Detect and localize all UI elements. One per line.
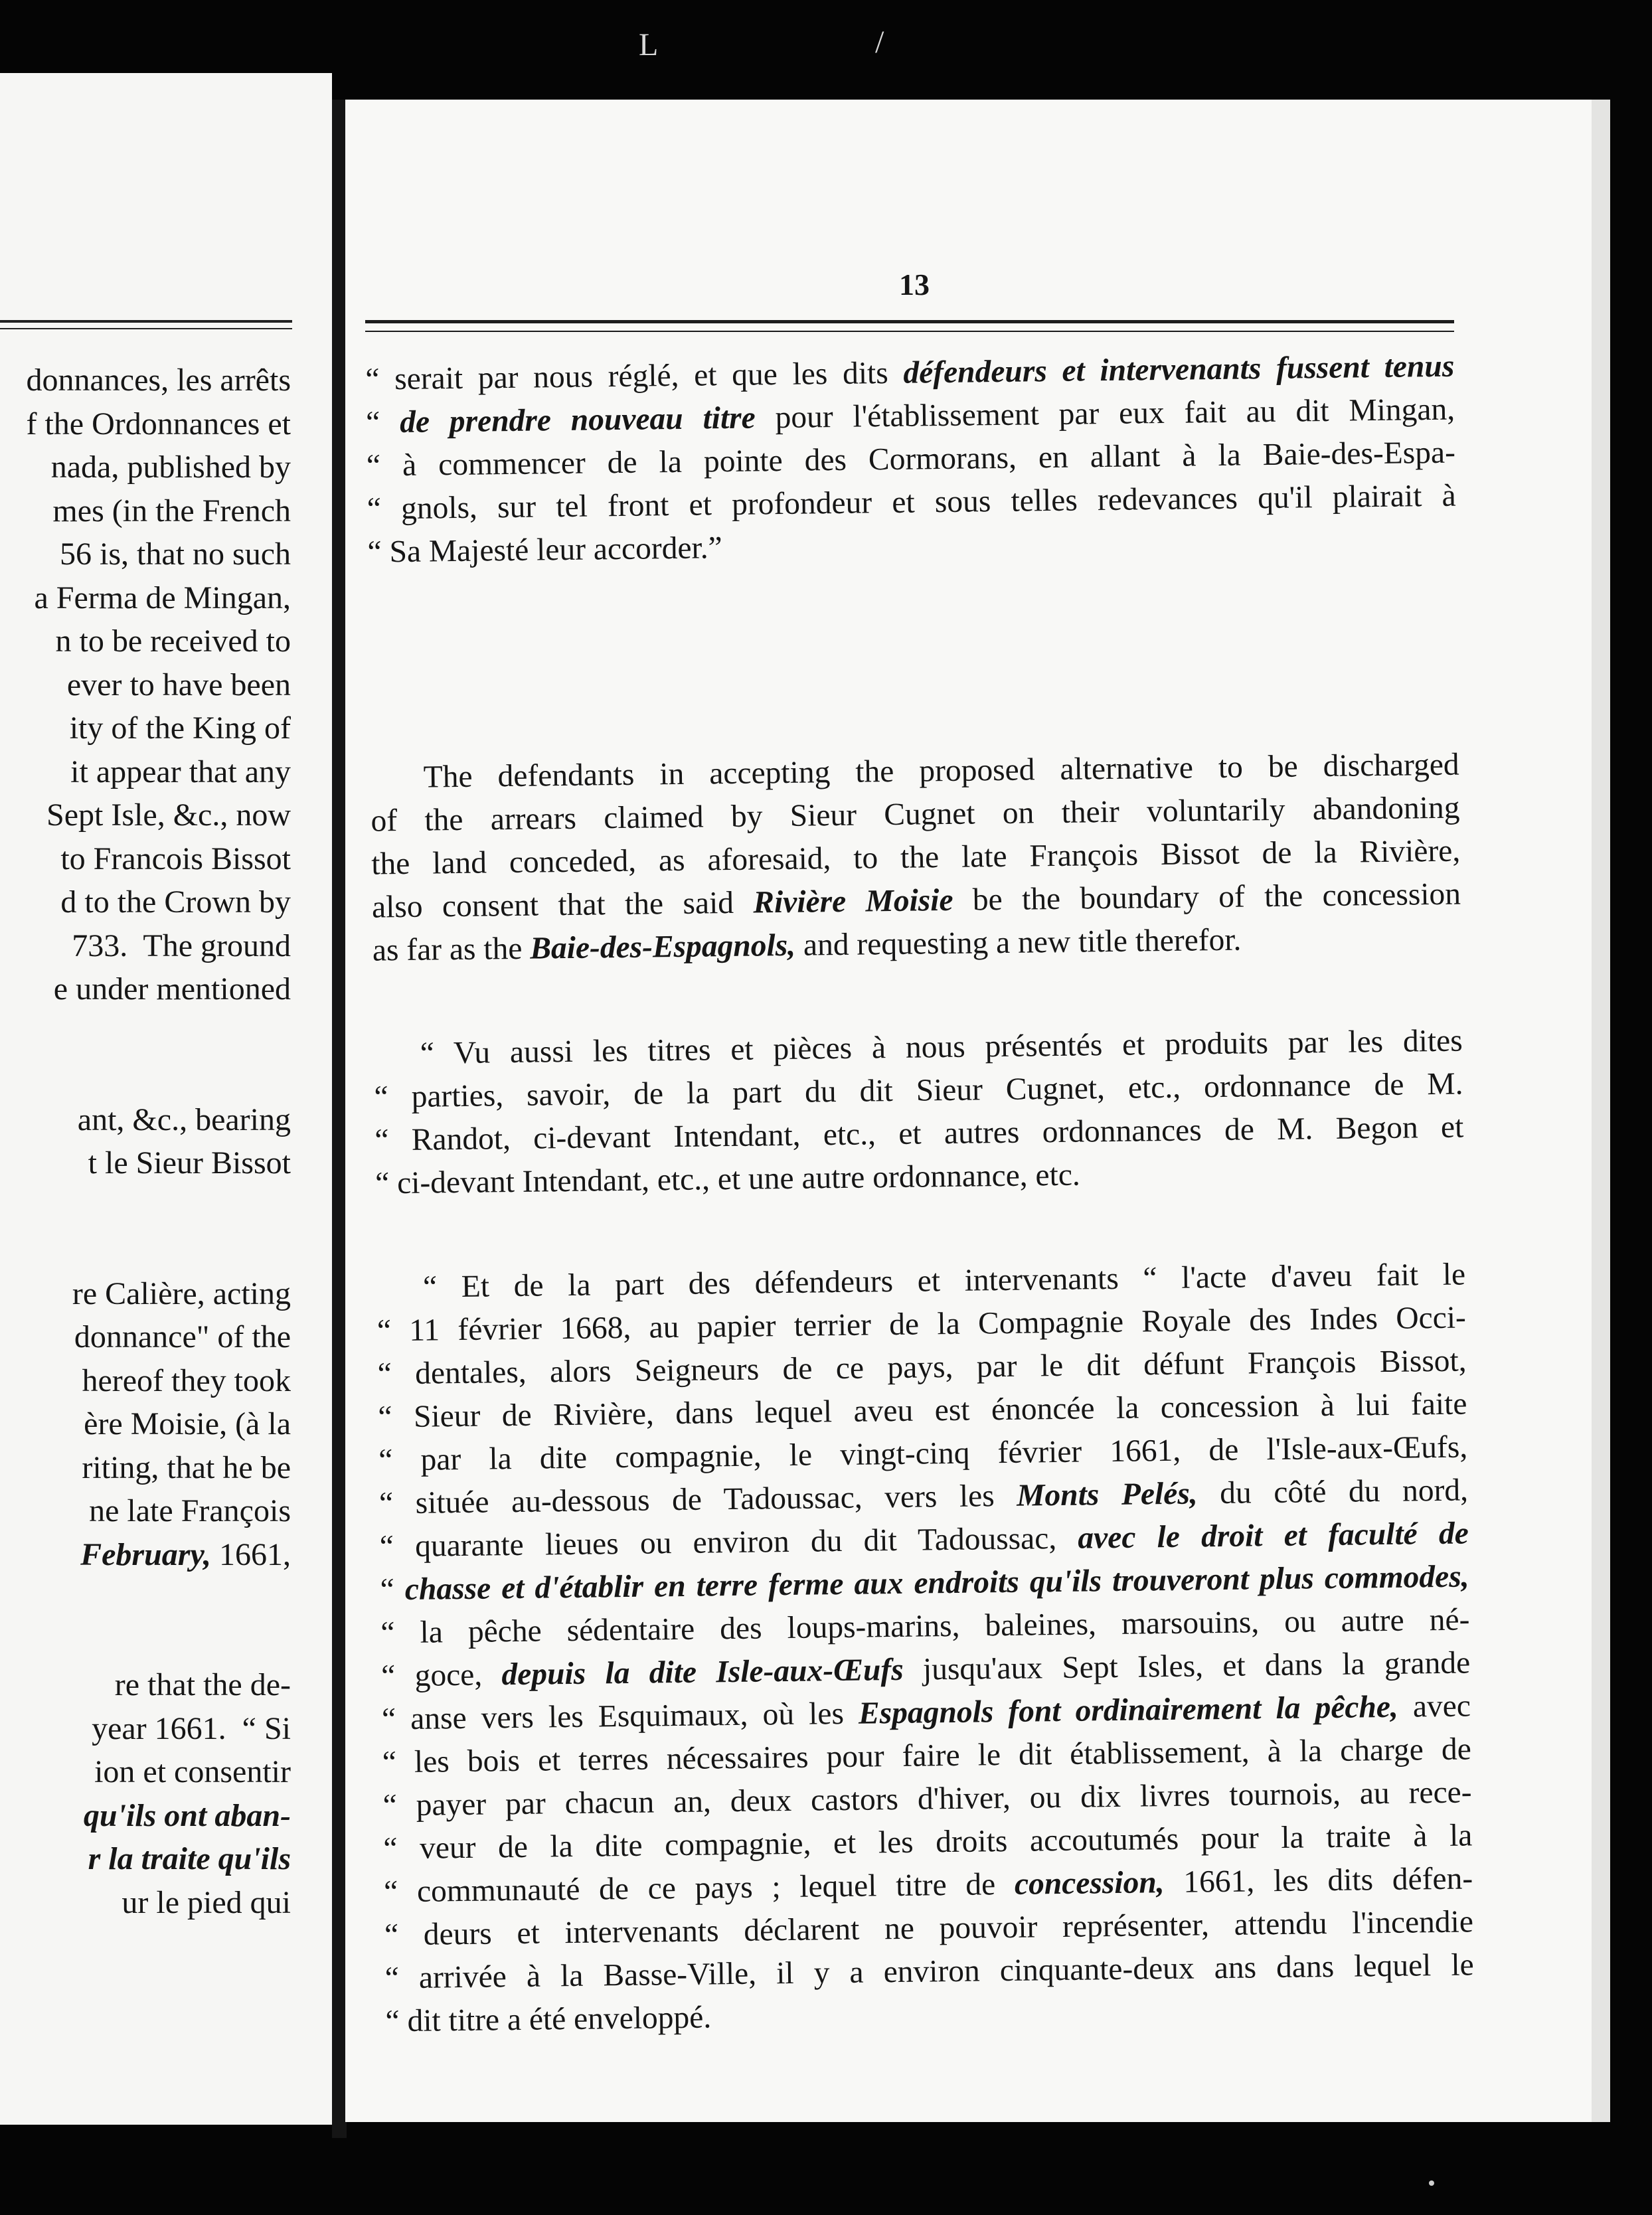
text-run: jusqu'aux Sept Isles, et dans la grande: [903, 1645, 1471, 1687]
previous-page-line: a Ferma de Mingan,: [34, 580, 291, 615]
text-run: “ située au-dessous de Tadoussac, vers les: [378, 1478, 1017, 1521]
text-run: “ Et de la part des défendeurs et intervenants “ l'acte d'aveu fait le: [422, 1257, 1466, 1305]
text-run: also consent that the said: [371, 885, 754, 925]
previous-page-line: d to the Crown by: [60, 884, 291, 920]
book-gutter: [332, 100, 347, 2138]
previous-page-line: mes (in the French: [52, 493, 291, 529]
previous-page-line: ity of the King of: [69, 710, 291, 746]
italic-phrase: Monts Pelés,: [1016, 1476, 1198, 1513]
text-run: “ arrivée à la Basse-Ville, il y a environ cinquante-deux ans dans lequel le: [384, 1947, 1475, 1996]
italic-phrase: depuis la dite Isle-aux-Œufs: [501, 1652, 904, 1692]
text-run: as far as the: [372, 931, 531, 968]
text-run: of the arrears claimed by Sieur Cugnet on their voluntarily abandoning: [371, 790, 1460, 839]
text-run: “ ci-devant Intendant, etc., et une autre ordonnance, etc.: [374, 1157, 1081, 1201]
left-header-rule: [0, 320, 292, 323]
italic-phrase: concession,: [1014, 1865, 1165, 1902]
text-run: “ la pêche sédentaire des loups-marins, baleines, marsouins, ou autre né-: [380, 1602, 1470, 1651]
previous-page-line: [0, 1185, 291, 1229]
text-run: and requesting a new title therefor.: [795, 922, 1242, 963]
previous-page-line: ion et consentir: [94, 1754, 291, 1789]
text-run: avec: [1398, 1688, 1471, 1724]
italic-phrase: de prendre nouveau titre: [399, 400, 756, 440]
previous-page-line: to Francois Bissot: [60, 841, 291, 876]
previous-page-line: riting, that he be: [82, 1449, 291, 1485]
current-page: [345, 100, 1610, 2122]
text-run: be the boundary of the concession: [953, 876, 1461, 918]
text-run: “ anse vers les Esquimaux, où les: [381, 1696, 859, 1737]
previous-page-line: ant, &c., bearing: [77, 1102, 291, 1137]
previous-page-line: donnance" of the: [74, 1319, 291, 1354]
text-run: pour l'établissement par eux fait au dit Mingan,: [755, 392, 1455, 436]
previous-page-line: [0, 1620, 291, 1664]
text-run: “ par la dite compagnie, le vingt-cinq février 1661, de l'Isle-aux-Œufs,: [378, 1430, 1468, 1478]
left-header-rule-thin: [0, 328, 292, 329]
text-run: “ dit titre a été enveloppé.: [385, 2000, 712, 2039]
previous-page-line: [0, 1011, 291, 1055]
text-run: 1661, les dits défen-: [1164, 1861, 1473, 1900]
previous-page-line: re that the de-: [114, 1667, 291, 1702]
previous-page-line: 733. The ground: [72, 928, 291, 963]
paragraph-defendants: [370, 744, 1461, 973]
previous-page-line: [0, 1794, 291, 1838]
text-run: “ dentales, alors Seigneurs de ce pays, par le dit défunt François Bissot,: [377, 1343, 1467, 1392]
text-run: “: [380, 1572, 406, 1607]
text-run: “ payer par chacun an, deux castors d'hiver, ou dix livres tournois, au rece-: [382, 1775, 1472, 1823]
text-run: “ goce,: [380, 1657, 502, 1694]
previous-page-line: year 1661. “ Si: [92, 1710, 291, 1746]
text-run: “ communauté de ce pays ; lequel titre de: [383, 1866, 1015, 1910]
text-run: “ Sieur de Rivière, dans lequel aveu est énoncée la concession à lui faite: [378, 1386, 1467, 1435]
text-run: “: [365, 405, 400, 440]
previous-page-line: ever to have been: [66, 667, 291, 702]
page-number: 13: [899, 268, 930, 301]
paragraph-quote-regle: [365, 345, 1457, 574]
italic-phrase: Espagnols font ordinairement la pêche,: [858, 1689, 1399, 1731]
text-run: “ Randot, ci-devant Intendant, etc., et autres ordonnances de M. Begon et: [374, 1109, 1464, 1158]
text-run: “ Sa Majesté leur accorder.”: [367, 531, 722, 570]
paragraph-vu-aussi: [373, 1020, 1464, 1206]
text-run: “ 11 février 1668, au papier terrier de la Compagnie Royale des Indes Occi-: [376, 1300, 1467, 1349]
previous-page-line: donnances, les arrêts: [26, 363, 291, 398]
previous-page-text: [0, 359, 291, 1924]
header-rule-thin: [365, 331, 1454, 332]
margin-mark-l: L: [639, 27, 659, 62]
text-run: “ les bois et terres nécessaires pour faire le dit établissement, à la charge de: [382, 1732, 1472, 1780]
italic-phrase: chasse et d'établir en terre ferme aux endroits qu'ils trouveront plus commodes,: [404, 1559, 1469, 1607]
text-run: “ serait par nous réglé, et que les dits: [365, 355, 904, 397]
text-run: du côté du nord,: [1197, 1473, 1469, 1511]
text-run: The defendants in accepting the proposed alternative to be discharged: [423, 747, 1459, 795]
previous-page-italic: February,: [80, 1536, 211, 1572]
previous-page-line: re Calière, acting: [72, 1275, 291, 1311]
previous-page-line: ne late François: [89, 1493, 291, 1528]
text-run: “ veur de la dite compagnie, et les droits accoutumés pour la traite à la: [383, 1818, 1473, 1866]
previous-page-italic: r la traite qu'ils: [88, 1841, 291, 1876]
header-rule: [365, 320, 1454, 323]
previous-page-line: [0, 1533, 291, 1577]
text-run: “ quarante lieues ou environ du dit Tadoussac,: [379, 1520, 1078, 1564]
text-run: “ à commencer de la pointe des Cormorans, en allant à la Baie-des-Espa-: [366, 435, 1456, 483]
previous-page-line: [0, 1228, 291, 1272]
previous-page-line: 56 is, that no such: [60, 536, 291, 572]
previous-page-line: Sept Isle, &c., now: [46, 797, 291, 833]
previous-page-line: [0, 1837, 291, 1881]
italic-phrase: Rivière Moisie: [753, 882, 953, 920]
previous-page-line: hereof they took: [82, 1362, 291, 1398]
previous-page-line: [0, 1576, 291, 1620]
text-run: “ parties, savoir, de la part du dit Sieur Cugnet, etc., ordonnance de M.: [374, 1066, 1463, 1115]
italic-phrase: défendeurs et intervenants fussent tenus: [903, 349, 1455, 390]
text-run: “ Vu aussi les titres et pièces à nous présentés et produits par les dites: [420, 1023, 1463, 1071]
italic-phrase: Baie-des-Espagnols,: [529, 928, 796, 966]
previous-page-line: [0, 1054, 291, 1098]
previous-page-text-run: 1661,: [211, 1536, 291, 1572]
text-run: the land conceded, as aforesaid, to the late François Bissot de la Rivière,: [371, 833, 1461, 882]
previous-page-line: ur le pied qui: [122, 1884, 291, 1920]
paragraph-de-la-part: [376, 1253, 1475, 2043]
previous-page-line: n to be received to: [55, 623, 291, 659]
previous-page-line: t le Sieur Bissot: [88, 1145, 291, 1181]
italic-phrase: avec le droit et faculté de: [1078, 1516, 1469, 1556]
margin-mark-slash: /: [875, 25, 884, 60]
dust-speck: [1429, 2180, 1434, 2186]
previous-page-line: it appear that any: [70, 754, 291, 789]
previous-page: [0, 73, 332, 2125]
page-body: [345, 343, 1610, 2039]
previous-page-line: e under mentioned: [53, 971, 291, 1007]
text-run: “ gnols, sur tel front et profondeur et sous telles redevances qu'il plairait à: [367, 478, 1456, 527]
previous-page-line: f the Ordonnances et: [26, 406, 291, 442]
previous-page-line: nada, published by: [50, 450, 291, 485]
previous-page-italic: qu'ils ont aban-: [83, 1797, 291, 1833]
previous-page-line: ère Moisie, (à la: [84, 1406, 291, 1441]
text-run: “ deurs et intervenants déclarent ne pouvoir représenter, attendu l'incendie: [384, 1904, 1474, 1953]
